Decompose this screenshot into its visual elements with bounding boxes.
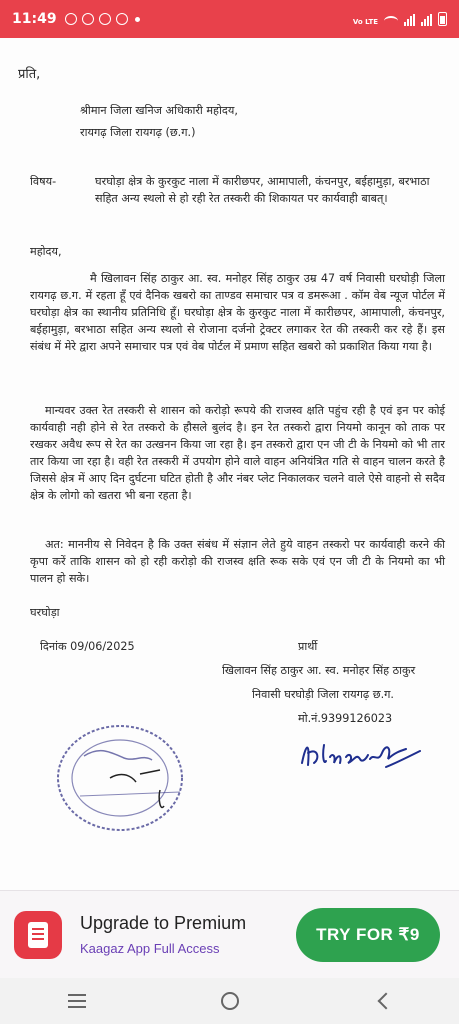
doc-applicant-phone: मो.नं.9399126023: [298, 712, 393, 725]
network-label: Vo LTE: [352, 18, 378, 26]
doc-applicant-name: खिलावन सिंह ठाकुर आ. स्व. मनोहर सिंह ठाकुर: [222, 664, 416, 677]
signal-icon: [404, 14, 415, 26]
signature-mark: [296, 723, 426, 783]
promo-title: Upgrade to Premium: [80, 913, 247, 933]
doc-paragraph-1: मै खिलावन सिंह ठाकुर आ. स्व. मनोहर सिंह ठाकुर उम्र 47 वर्ष निवासी घरघोड़ी जिला रायगढ़ छ.ग. में रहता हूँ एवं दैनिक खबरो का ताण्डव समाचार पत्र व डमरूआ . कॉम वेब न्यूज पोर्टल में घरघोड़ा क्षेत्र का स्थानीय प्रतिनिधि हूँ। घरघोड़ा क्षेत्र के कुरकुट नाला में कारीछपर, आमापाली, कंचनपुर, बईहामुड़ा, बरभाठा सहित अन्य स्थलो से रोजाना दर्जनो ट्रेक्टर लगाकर रेत की तस्करी कर रहे हैं। इस संबंध में मेरे द्वारा अपने समाचार पत्र एवं वेब पोर्टल में प्रमाण सहित खबरो को प्रकाशित किया गया है।: [30, 272, 445, 353]
whatsapp-icon: [65, 13, 77, 25]
doc-place: घरघोड़ा: [30, 606, 60, 619]
wifi-icon: [384, 16, 398, 26]
office-stamp: [40, 716, 210, 846]
kaagaz-app-icon: [14, 911, 62, 959]
home-icon: [221, 992, 239, 1010]
doc-subject-text: घरघोड़ा क्षेत्र के कुरकुट नाला में कारीछपर, आमापाली, कंचनपुर, बईहामुड़ा, बरभाठा सहित अन्य स्थलो से हो रही रेत तस्करी की शिकायत पर कार्यवाही बाबत्।: [95, 175, 430, 205]
whatsapp-business-icon: [99, 13, 111, 25]
system-icons: [353, 12, 447, 26]
clock: 11:49: [12, 11, 57, 27]
dot-icon: [135, 17, 140, 22]
battery-icon: [438, 12, 447, 26]
doc-prati: प्रति,: [18, 67, 41, 82]
doc-paragraph-3: अत: माननीय से निवेदन है कि उक्त संबंध में संज्ञान लेते हुये वाहन तस्करो पर कार्यवाही करने की कृपा करें ताकि शासन को हो रही करोड़ो की राजस्व क्षति रूक सके एवं एन जी टी के नियमो का भी पालन हो सके।: [30, 538, 445, 585]
menu-icon: [68, 1000, 86, 1002]
back-button[interactable]: [363, 981, 403, 1021]
doc-date: दिनांक 09/06/2025: [40, 640, 135, 653]
signal-icon: [421, 14, 432, 26]
status-bar: [0, 0, 459, 38]
whatsapp-business-icon: [116, 13, 128, 25]
scanned-document: [0, 38, 459, 890]
home-button[interactable]: [210, 981, 250, 1021]
recents-button[interactable]: [57, 981, 97, 1021]
document-icon: [28, 922, 48, 948]
doc-salutation: महोदय,: [30, 245, 62, 258]
doc-subject-label: विषय-: [30, 175, 57, 188]
promo-subtitle: Kaagaz App Full Access: [80, 941, 220, 956]
doc-address-line1: श्रीमान जिला खनिज अधिकारी महोदय,: [80, 104, 238, 117]
doc-applicant-address: निवासी घरघोड़ी जिला रायगढ़ छ.ग.: [252, 688, 394, 701]
premium-promo-banner[interactable]: [0, 890, 459, 978]
try-premium-button[interactable]: TRY FOR ₹9: [296, 908, 440, 962]
whatsapp-icon: [82, 13, 94, 25]
notification-icons: [65, 13, 140, 25]
doc-paragraph-2: मान्यवर उक्त रेत तस्करी से शासन को करोड़ो रूपये की राजस्व क्षति पहुंच रही है एवं इन पर कोई कार्यवाही नही होने से रेत तस्करो के हौसले बुलंद है। इन रेत तस्करो द्वारा नियमो कानून को ताक पर रखकर अवैध रूप से रेत का उत्खनन किया जा रहा है। इन तस्करो द्वारा एन जी टी के नियमो को भी तार तार किया जा रहा है। वही रेत तस्करी में उपयोग होने वाले वाहन अनियंत्रित गति से वाहन चालन करते है जिससे क्षेत्र में आए दिन दुर्घटना घटित होती है और नंबर प्लेट निकालकर चलने वाले ऐसे वाहनो से सदैव क्षेत्र के लोगो को खतरा भी बना रहता है।: [30, 404, 445, 502]
system-nav-bar: [0, 978, 459, 1024]
doc-address-line2: रायगढ़ जिला रायगढ़ (छ.ग.): [80, 126, 196, 139]
back-icon: [377, 993, 394, 1010]
doc-applicant-label: प्रार्थी: [298, 640, 318, 653]
